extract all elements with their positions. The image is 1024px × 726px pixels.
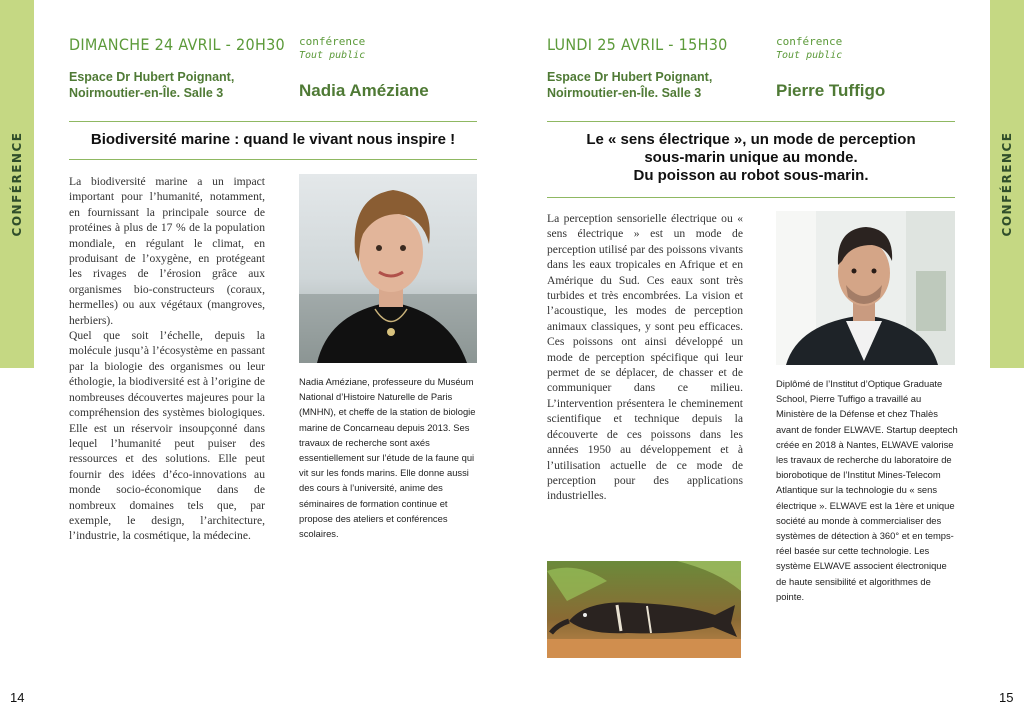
venue-left [69, 69, 234, 101]
talk-title-right-line2: sous-marin unique au monde. [644, 149, 858, 166]
event-date-right: LUNDI 25 AVRIL - 15H30 [547, 35, 728, 54]
rule-top-left [69, 121, 477, 122]
rule-bottom-right [547, 197, 955, 198]
venue-line2-left: Noirmoutier-en-Île. Salle 3 [69, 86, 224, 100]
side-tab-left [0, 0, 34, 368]
speaker-name-right: Pierre Tuffigo [776, 81, 886, 100]
abstract-left-para2: Quel que soit l’échelle, depuis la molécule jusqu’à l’écosystème en passant par la biologie des organismes ou leur éthologie, la biodiversité est à l’origine de nombreuses découvertes majeures pour la compréhension des systèmes biologiques. Elle est un réservoir insoupçonné dans lequel l’humanité peut puiser des ressources et des solutions. Elle peut fournir des idées d’éco-innovations au monde socio-économique dans de nombreux domaines tels que, par exemple, le design, l’architecture, l’industrie, la cosmétique, la médecine. [69, 329, 265, 543]
speaker-photo-left [299, 174, 477, 363]
rule-top-right [547, 121, 955, 122]
venue-right [547, 69, 712, 101]
side-label-right: CONFÉRENCE [1000, 131, 1014, 237]
speaker-bio-right: Diplômé de l’Institut d’Optique Graduate School, Pierre Tuffigo a travaillé au Ministère de la Défense et chez Thalès avant de fonder ELWAVE. Startup deeptech créée en 2018 à Nantes, ELWAVE valorise les travaux de recherche du laboratoire de biorobotique de l’Institut Mines-Telecom Atlantique sur la technologie du « sens électrique ». ELWAVE est la 1ère et unique société au monde à commercialiser des systèmes de détection à 360° et en temps-réel basée sur cette technologie. Les système ELWAVE associent électronique de haute sensibilité et algorithmes de pointe. [776, 378, 958, 602]
event-kind-left [299, 35, 365, 62]
event-type-left: conférence [299, 35, 366, 48]
elephantfish-photo [547, 561, 741, 658]
talk-title-left: Biodiversité marine : quand le vivant nous inspire ! [90, 131, 456, 148]
event-audience-right: Tout public [776, 50, 843, 61]
event-type-right: conférence [776, 35, 843, 48]
page-number-left: 14 [10, 690, 25, 705]
abstract-right [547, 211, 743, 504]
speaker-name-left: Nadia Améziane [299, 81, 429, 100]
page-number-right: 15 [999, 690, 1014, 705]
abstract-left-para1: La biodiversité marine a un impact important pour l’humanité, notamment, en fournissant la principale source de protéines à plus de 17 % de la population mondiale, en régulant le climat, en produisant de l’oxygène, en protégeant les rivages de l’érosion grâce aux organismes bio-constructeurs (coraux, hermelles) ou aux végétaux (mangroves, herbiers). [69, 175, 265, 327]
rule-bottom-left [69, 159, 477, 160]
venue-line1-left: Espace Dr Hubert Poignant, [69, 70, 235, 84]
venue-line1-right: Espace Dr Hubert Poignant, [547, 70, 713, 84]
abstract-left [69, 174, 265, 544]
abstract-right-para1: La perception sensorielle électrique ou « sens électrique » est un mode de perception utilisé par des poissons vivants dans les eaux tropicales en Afrique et en Amérique du Sud. Ces eaux sont très turbides et très encombrées. La vision et l’acoustique, les modes de perception animaux classiques, y sont peu efficaces. Ces poissons ont ainsi développé un mode de perception spécifique qui leur permet de se déplacer, de chasser et de communiquer dans ce milieu. L’intervention présentera le cheminement scientifique et technique depuis la découverte de ces poissons dans les années 1950 au développement et à l’utilisation actuelle de ce mode de perception pour des applications industrielles. [547, 212, 743, 503]
event-date-left: DIMANCHE 24 AVRIL - 20H30 [69, 35, 285, 54]
venue-line2-right: Noirmoutier-en-Île. Salle 3 [547, 86, 702, 100]
event-kind-right [776, 35, 842, 62]
side-tab-right [990, 0, 1024, 368]
event-audience-left: Tout public [299, 50, 366, 61]
side-label-left: CONFÉRENCE [10, 131, 24, 237]
talk-title-right [547, 131, 955, 185]
talk-title-right-line3: Du poisson au robot sous-marin. [633, 167, 869, 184]
speaker-photo-right [776, 211, 955, 365]
talk-title-right-line1: Le « sens électrique », un mode de perception [586, 131, 916, 148]
speaker-bio-left: Nadia Améziane, professeure du Muséum National d’Histoire Naturelle de Paris (MNHN), et cheffe de la station de biologie marine de Concarneau depuis 2013. Ses travaux de recherche sont axés essentiellement sur l’étude de la faune qui vit sur les fonds marins. Elle donne aussi des cours à l’université, anime des séminaires de formation continue et propose des ateliers et conférences scolaires. [299, 376, 476, 540]
